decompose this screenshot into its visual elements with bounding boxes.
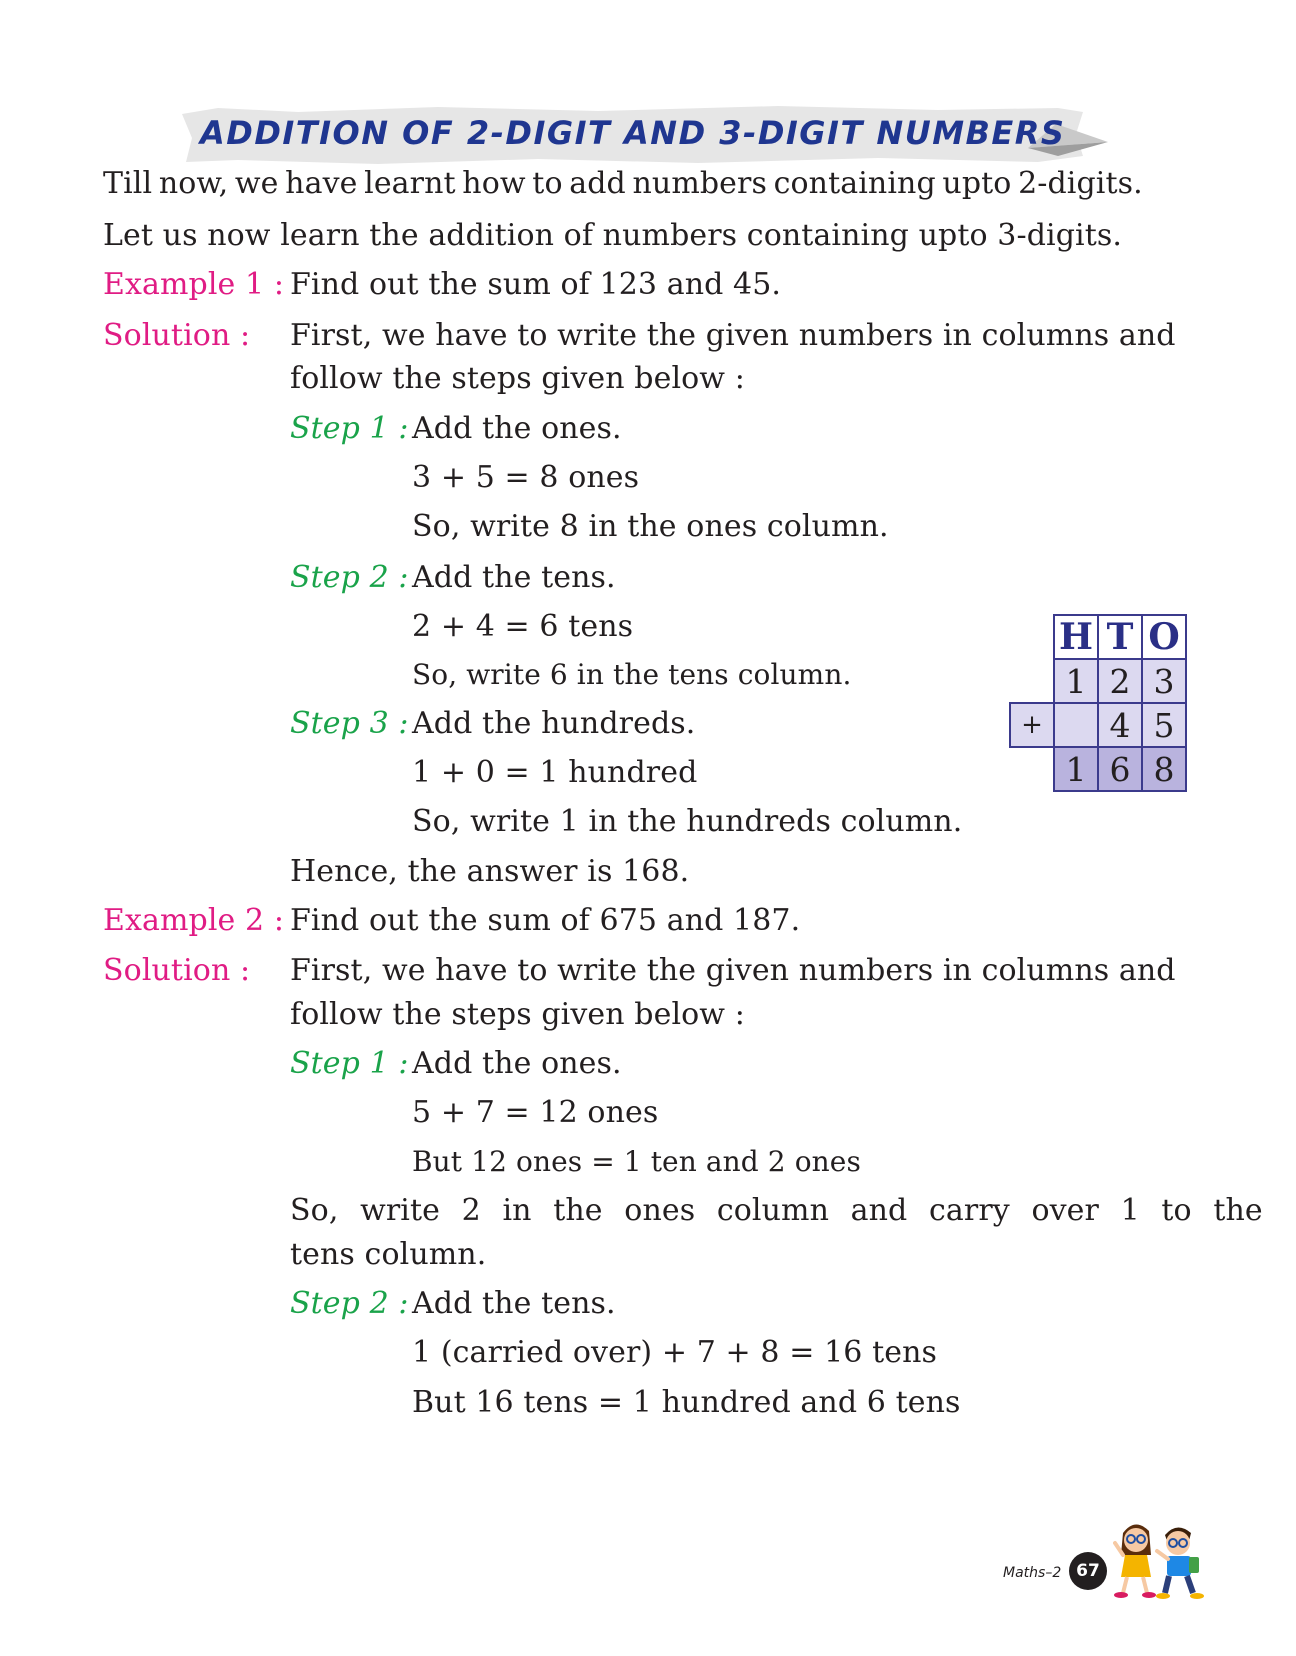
result-hundreds: 1 (1053, 746, 1099, 792)
intro-line-2: Let us now learn the addition of numbers containing upto 3-digits. (103, 218, 1122, 253)
ex1-step-1-label: Step 1 : (290, 411, 409, 446)
example-2-label: Example 2 : (103, 903, 285, 938)
ex2-step-2-line-1: Add the tens. (412, 1286, 616, 1321)
title-banner (178, 104, 1128, 166)
ex1-step-2-label: Step 2 : (290, 560, 409, 595)
page-number-badge: 67 (1069, 1552, 1107, 1590)
ex2-step-1-line-1: Add the ones. (412, 1046, 622, 1081)
ex2-step-1-label: Step 1 : (290, 1046, 409, 1081)
solution-1-label: Solution : (103, 318, 251, 353)
ex2-step-2-label: Step 2 : (290, 1286, 409, 1321)
kids-illustration-icon (1113, 1515, 1213, 1605)
ex1-step-1-line-2: 3 + 5 = 8 ones (412, 460, 640, 495)
carry-note-line-2: tens column. (290, 1237, 487, 1272)
ex1-step-3-line-3: So, write 1 in the hundreds column. (412, 804, 963, 839)
footer-book-label: Maths–2 (1003, 1565, 1062, 1581)
header-ones: O (1141, 614, 1187, 660)
solution-2-label: Solution : (103, 953, 251, 988)
ex1-step-3-line-1: Add the hundreds. (412, 706, 696, 741)
ex2-step-1-line-2: 5 + 7 = 12 ones (412, 1095, 659, 1130)
header-hundreds: H (1053, 614, 1099, 660)
ex1-step-3-label: Step 3 : (290, 706, 409, 741)
ex1-step-3-line-2: 1 + 0 = 1 hundred (412, 755, 698, 790)
ex1-step-1-line-3: So, write 8 in the ones column. (412, 509, 889, 544)
ex2-step-2-line-3: But 16 tens = 1 hundred and 6 tens (412, 1385, 961, 1420)
carry-note-line-1: So, write 2 in the ones column and carry over 1 to the (290, 1193, 1263, 1228)
header-tens: T (1097, 614, 1143, 660)
plus-sign: + (1009, 702, 1055, 748)
solution-1-line-2: follow the steps given below : (290, 361, 745, 396)
ex1-step-2-line-1: Add the tens. (412, 560, 616, 595)
row1-tens: 2 (1097, 658, 1143, 704)
intro-line-1: Till now, we have learnt how to add numbers containing upto 2-digits. (103, 166, 1143, 201)
result-tens: 6 (1097, 746, 1143, 792)
solution-2-line-1: First, we have to write the given numbers in columns and (290, 953, 1176, 988)
row2-ones: 5 (1141, 702, 1187, 748)
row2-hundreds (1053, 702, 1099, 748)
row1-ones: 3 (1141, 658, 1187, 704)
solution-2-line-2: follow the steps given below : (290, 997, 745, 1032)
ex2-step-2-line-2: 1 (carried over) + 7 + 8 = 16 tens (412, 1335, 938, 1370)
ex2-step-1-line-3: But 12 ones = 1 ten and 2 ones (412, 1145, 861, 1178)
ex1-conclusion: Hence, the answer is 168. (290, 854, 690, 889)
example-1-label: Example 1 : (103, 267, 285, 302)
result-ones: 8 (1141, 746, 1187, 792)
ex1-step-2-line-2: 2 + 4 = 6 tens (412, 609, 634, 644)
example-1-question: Find out the sum of 123 and 45. (290, 267, 782, 302)
ex1-step-2-line-3: So, write 6 in the tens column. (412, 658, 852, 691)
row2-tens: 4 (1097, 702, 1143, 748)
row1-hundreds: 1 (1053, 658, 1099, 704)
solution-1-line-1: First, we have to write the given numbers in columns and (290, 318, 1176, 353)
example-2-question: Find out the sum of 675 and 187. (290, 903, 801, 938)
page-title: ADDITION OF 2-DIGIT AND 3-DIGIT NUMBERS (200, 114, 1066, 152)
ex1-step-1-line-1: Add the ones. (412, 411, 622, 446)
